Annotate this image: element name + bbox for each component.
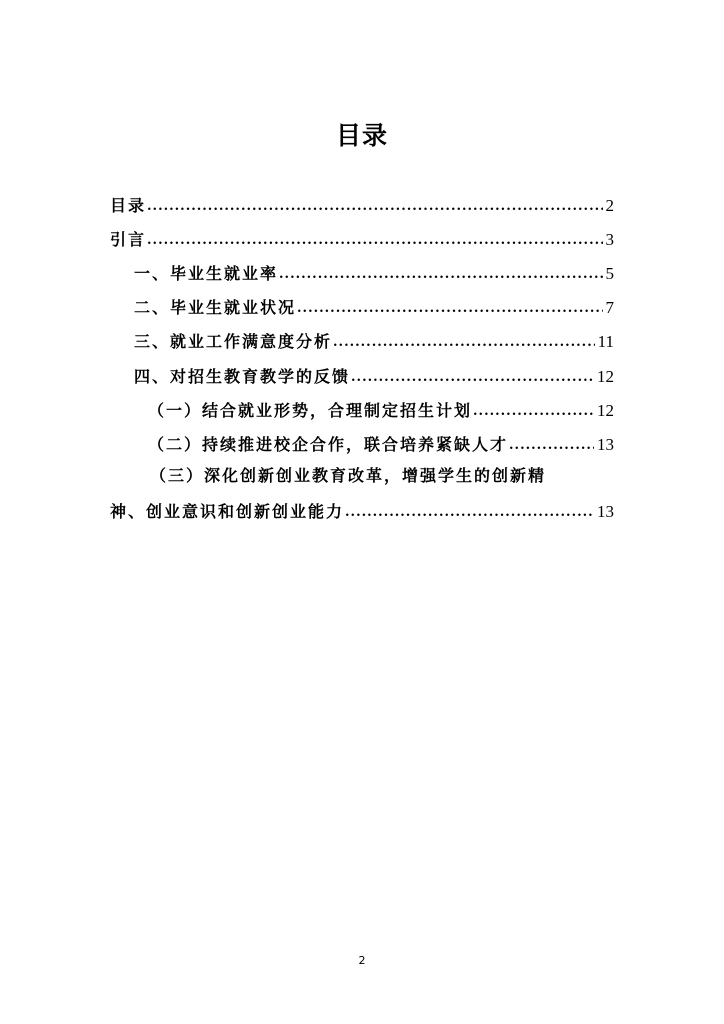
toc-entry-page: 5 <box>605 264 614 283</box>
toc-entry-label: 目录 <box>110 196 147 215</box>
toc-entry-page: 13 <box>597 435 614 454</box>
toc-entry-label: 三、就业工作满意度分析 <box>134 332 333 351</box>
toc-entry[interactable] <box>134 292 614 318</box>
toc-entry-page: 7 <box>605 298 614 317</box>
toc-entry-page: 2 <box>605 196 614 215</box>
toc-dot-leader <box>297 300 602 318</box>
toc-entry-label: 一、毕业生就业率 <box>134 264 279 283</box>
toc-entry-page: 13 <box>597 502 614 521</box>
toc-entry-page: 11 <box>597 332 614 351</box>
toc-dot-leader <box>279 266 602 284</box>
toc-entry-page: 12 <box>597 401 614 420</box>
toc-entry[interactable] <box>134 361 614 387</box>
toc-dot-leader <box>473 403 594 421</box>
toc-entry-label: 四、对招生教育教学的反馈 <box>134 367 351 386</box>
toc-entry[interactable] <box>110 496 614 522</box>
toc-entry-label: （二）持续推进校企合作，联合培养紧缺人才 <box>148 435 509 454</box>
toc-dot-leader <box>147 232 602 250</box>
toc-entry-label-line1[interactable]: （三）深化创新创业教育改革，增强学生的创新精 <box>150 466 547 485</box>
toc-dot-leader <box>147 198 602 216</box>
toc-dot-leader <box>333 334 595 352</box>
toc-entry-label-line2: 神、创业意识和创新创业能力 <box>110 502 345 521</box>
toc-entry[interactable] <box>110 224 614 250</box>
toc-entry-label: 二、毕业生就业状况 <box>134 298 297 317</box>
toc-dot-leader <box>509 437 594 455</box>
toc-dot-leader <box>345 504 594 522</box>
toc-entry-label: 引言 <box>110 230 147 249</box>
toc-entry-page: 12 <box>597 367 614 386</box>
toc-entry-page: 3 <box>605 230 614 249</box>
toc-entry-label: （一）结合就业形势，合理制定招生计划 <box>148 401 473 420</box>
toc-entry[interactable] <box>148 429 614 455</box>
toc-title: 目录 <box>335 121 388 150</box>
toc-entry[interactable] <box>110 190 614 216</box>
toc-entry[interactable] <box>148 395 614 421</box>
toc-dot-leader <box>351 369 594 387</box>
page-number: 2 <box>358 954 366 967</box>
toc-entry[interactable] <box>134 258 614 284</box>
toc-entry[interactable] <box>134 326 614 352</box>
